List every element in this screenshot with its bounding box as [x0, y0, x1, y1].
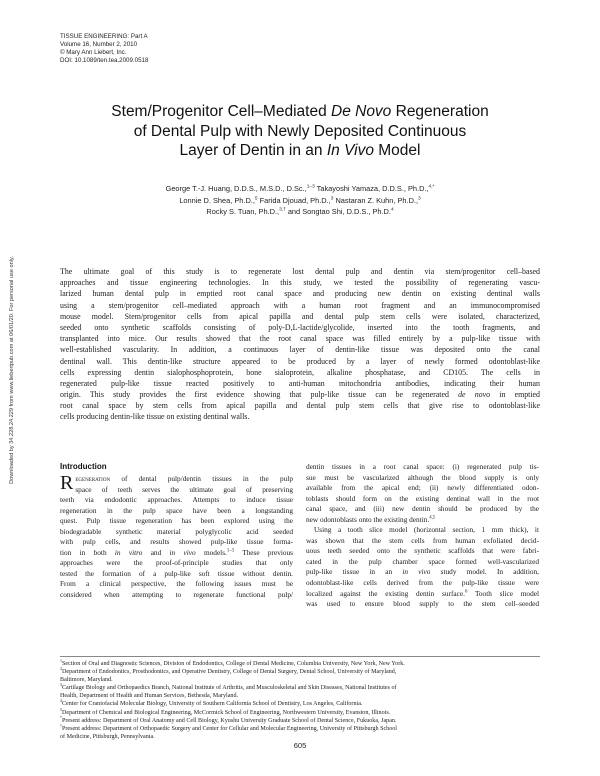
title-line-1: Stem/Progenitor Cell–Mediated De Novo Regeneration	[111, 103, 489, 120]
footnote: $^5$Department of Chemical and Biological Engineering, McCormick School of Engineering, Northwestern University, Evanston, Illinois.	[60, 706, 391, 716]
footnote: $^1$Section of Oral and Diagnostic Sciences, Division of Endodontics, College of Dental Medicine, Columbia University, New York, New York.	[60, 657, 405, 667]
body-line: new odontoblasts onto the existing dentin.$^{4,5}$	[306, 514, 436, 524]
body-line: canal space, and (iii) new dentin should be produced by the	[306, 504, 539, 514]
abstract-line: cells producing dentin-like tissue on existing dentinal walls.	[60, 412, 250, 422]
footnote-divider	[60, 656, 540, 657]
abstract-line: The ultimate goal of this study is to regenerate lost dental pulp and dentin via stem/progenitor cell–based	[60, 267, 540, 276]
abstract-line: larized human dental pulp in emptied root canal space and producing new dentin on existing dentinal walls	[60, 289, 540, 299]
body-line: egeneration of dental pulp/dentin tissues in the pulp	[75, 474, 293, 483]
footnote: Baltimore, Maryland.	[60, 677, 113, 684]
body-line: Using a tooth slice model (horizontal section, 1 mm thick), it	[314, 525, 539, 535]
abstract-line: approaches and tissue engineering technologies. In this study, we tested the possibility of regenerating vascu-	[60, 278, 540, 288]
footnote: $^2$Department of Endodontics, Prosthodontics, and Operative Dentistry, College of Dental Surgery, Dental School, University of Maryland,	[60, 666, 397, 676]
abstract-line: origin. This study provides the first evidence showing that pulp-like tissue can be regenerated de novo in emptied	[60, 390, 540, 400]
body-line: biodegradable synthetic material polyglycolic acid seeded	[60, 526, 293, 536]
drop-cap: R	[60, 472, 74, 494]
body-line: with pulp cells, and results showed pulp-like tissue forma-	[60, 537, 293, 547]
footnote: $^4$Center for Craniofacial Molecular Biology, University of Southern California School of Dentistry, Los Angeles, California.	[60, 698, 363, 708]
author-line-3: Rocky S. Tuan, Ph.D.,$^{3,\dagger}$ and Songtao Shi, D.D.S., Ph.D.$^4$	[206, 207, 394, 216]
body-line: teeth via endodontic approaches. Attempts to induce tissue	[60, 495, 293, 505]
page-number: 605	[293, 741, 307, 750]
author-line-1: George T.-J. Huang, D.D.S., M.S.D., D.Sc.,$^{1-3}$ Takayoshi Yamaza, D.D.S., Ph.D.,$^{4,*}$	[165, 184, 435, 193]
body-line: sue must be vascularized although the blood supply is only	[306, 472, 539, 482]
body-line: quest. Pulp tissue regeneration has been explored using the	[60, 516, 293, 526]
journal-info	[60, 33, 148, 65]
intro-right-column	[306, 462, 539, 610]
body-line: space of teeth serves the ultimate goal of preserving	[75, 484, 293, 494]
footnote: $^3$Cartilage Biology and Orthopaedics Branch, National Institute of Arthritis, and Musculoskeletal and Skin Diseases, National Institutes of	[60, 682, 397, 692]
title-line-3: Layer of Dentin in an In Vivo Model	[179, 142, 421, 159]
abstract-line: cells expressing dentin sialophosphoprotein, bone sialoprotein, alkaline phosphatase, and CD105. The cells in	[60, 367, 540, 377]
abstract-line: transplanted into mice. Our results showed that the root canal space was filled entirely by a pulp-like tissue with	[60, 334, 540, 344]
paper-title	[60, 102, 540, 161]
affiliation-footnotes	[60, 657, 540, 741]
abstract-line: well-established vascularity. In addition, a continuous layer of dentin-like tissue was deposited onto the canal	[60, 345, 540, 355]
body-line: approaches were the proof-of-principle studies that only	[60, 558, 293, 568]
abstract-line: mouse model. Stem/progenitor cells from apical papilla and dental pulp stem cells were isolated, characterized,	[60, 311, 540, 321]
abstract-line: regenerated pulp-like tissue reacted positively to anti-human mitochondria antibodies, indicating their human	[60, 378, 540, 388]
body-line: was shown that the stem cells from human exfoliated decid-	[306, 535, 539, 545]
body-line: localized against the existing dentin surface.$^6$ Tooth slice model	[306, 588, 540, 598]
intro-left-column	[60, 474, 293, 601]
body-line: dentin tissues in a root canal space: (i) regenerated pulp tis-	[306, 462, 539, 471]
author-line-2: Lonnie D. Shea, Ph.D.,$^5$ Farida Djouad, Ph.D.,$^3$ Nastaran Z. Kuhn, Ph.D.,$^3$	[179, 195, 421, 205]
body-line: cated in the pulp chamber space formed well-vascularized	[306, 556, 539, 566]
body-line: was used to ensure blood supply to the stem cell–seeded	[306, 599, 539, 609]
footnote: Health, Department of Health and Human Services, Bethesda, Maryland.	[60, 693, 239, 700]
body-line: From a clinical perspective, the following issues must be	[60, 579, 293, 589]
journal-name: TISSUE ENGINEERING: Part A	[60, 33, 148, 40]
body-line: tested the formation of a pulp-like soft tissue without dentin.	[60, 568, 293, 578]
abstract	[60, 266, 540, 423]
abstract-line: seeded onto synthetic scaffolds consisting of poly-D,L-lactide/glycolide, inserted into the tooth fragments, and	[60, 322, 540, 332]
journal-doi[interactable]: DOI: 10.1089/ten.tea.2009.0518	[60, 57, 149, 64]
body-line: odontoblast-like cells derived from the pulp-like tissue were	[306, 578, 539, 588]
author-list	[60, 183, 540, 218]
abstract-line: dentinal wall. This dentin-like structure appeared to be produced by a layer of newly formed odontoblast-like	[60, 356, 540, 366]
body-line: toblasts should form on the existing dentinal wall in the root	[306, 493, 539, 503]
body-line: considered when attempting to regenerate functional pulp/	[60, 590, 293, 600]
body-line: tion in both in vitro and in vivo models.$^{1-3}$ These previous	[60, 547, 293, 557]
footnote: of Medicine, Pittsburgh, Pennsylvania.	[60, 733, 155, 740]
body-line: available from the apical end; (ii) newly differentiated odon-	[306, 483, 539, 493]
section-heading-introduction: Introduction	[60, 462, 107, 471]
abstract-line: using a stem/progenitor cell–mediated approach with a human root fragment and an immunocompromised	[60, 300, 540, 310]
abstract-line: root canal space by stem cells from apical papilla and dental pulp stem cells that give rise to odontoblast-like	[60, 401, 540, 411]
body-line: uous teeth seeded onto the synthetic scaffolds that were fabri-	[306, 546, 539, 556]
body-line: regeneration in the pulp space have been a longstanding	[60, 505, 293, 515]
footnote: †Present address: Department of Orthopaedic Surgery and Center for Cellular and Molecular Engineering, University of Pittsburgh School	[60, 722, 398, 732]
footnote: *Present address: Department of Oral Anatomy and Cell Biology, Kyushu University Graduate School of Dental Science, Fukuoka, Japan.	[60, 714, 397, 724]
title-line-2: of Dental Pulp with Newly Deposited Continuous	[133, 122, 467, 140]
journal-copyright: © Mary Ann Liebert, Inc.	[60, 49, 127, 56]
download-watermark: Downloaded by 34.228.24.229 from www.liebertpub.com at 06/01/20. For personal use only.	[9, 256, 15, 484]
body-line: pulp-like tissue in an in vivo study model. In addition,	[306, 567, 539, 577]
journal-volume: Volume 16, Number 2, 2010	[60, 41, 138, 48]
